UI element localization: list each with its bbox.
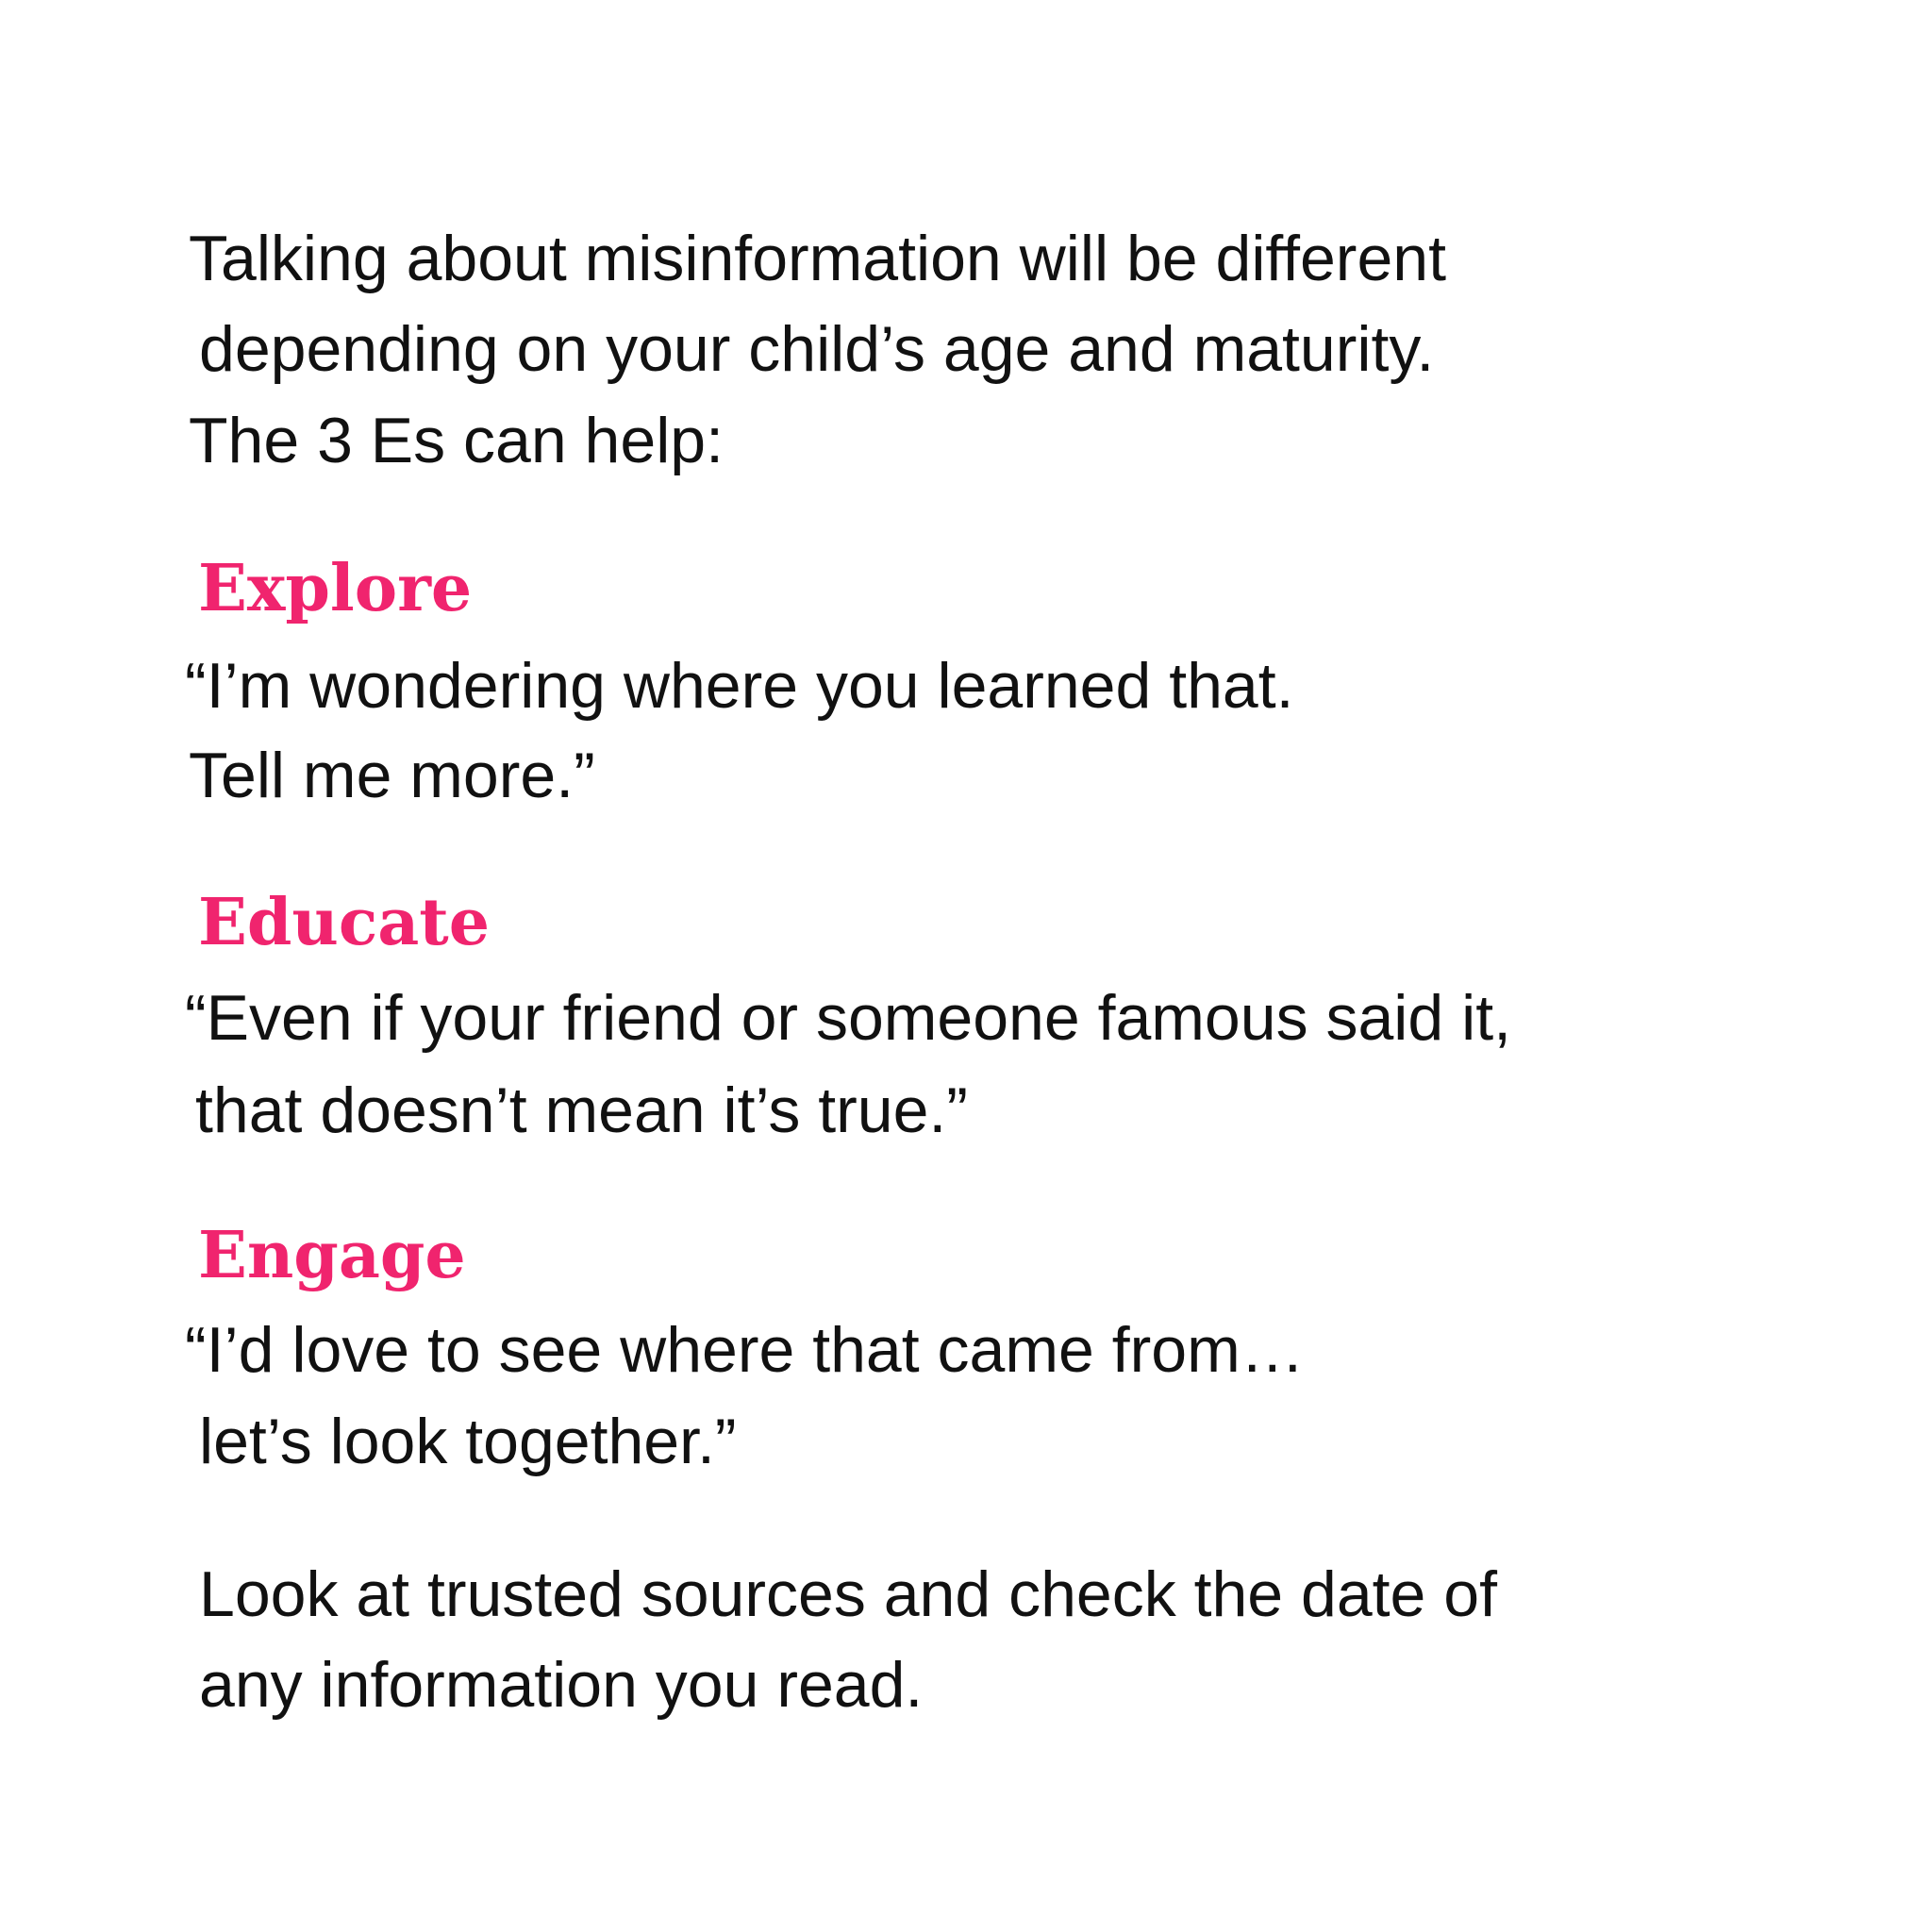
intro-line-1: Talking about misinformation will be different	[189, 223, 1446, 294]
explore-quote-line-1: “I’m wondering where you learned that.	[185, 650, 1294, 722]
explore-heading: Explore	[198, 551, 473, 626]
educate-quote-line-2: that doesn’t mean it’s true.”	[195, 1074, 968, 1146]
closing-line-1: Look at trusted sources and check the date of	[199, 1558, 1497, 1630]
educate-heading: Educate	[198, 885, 490, 960]
educate-quote-line-1: “Even if your friend or someone famous said it,	[185, 982, 1511, 1054]
intro-line-3: The 3 Es can help:	[189, 405, 724, 476]
engage-quote-line-2: let’s look together.”	[199, 1406, 737, 1477]
engage-quote-line-1: “I’d love to see where that came from…	[185, 1314, 1305, 1386]
engage-heading: Engage	[198, 1218, 466, 1293]
explore-quote-line-2: Tell me more.”	[189, 740, 595, 811]
intro-line-2: depending on your child’s age and maturity.	[199, 313, 1435, 385]
closing-line-2: any information you read.	[199, 1649, 924, 1721]
